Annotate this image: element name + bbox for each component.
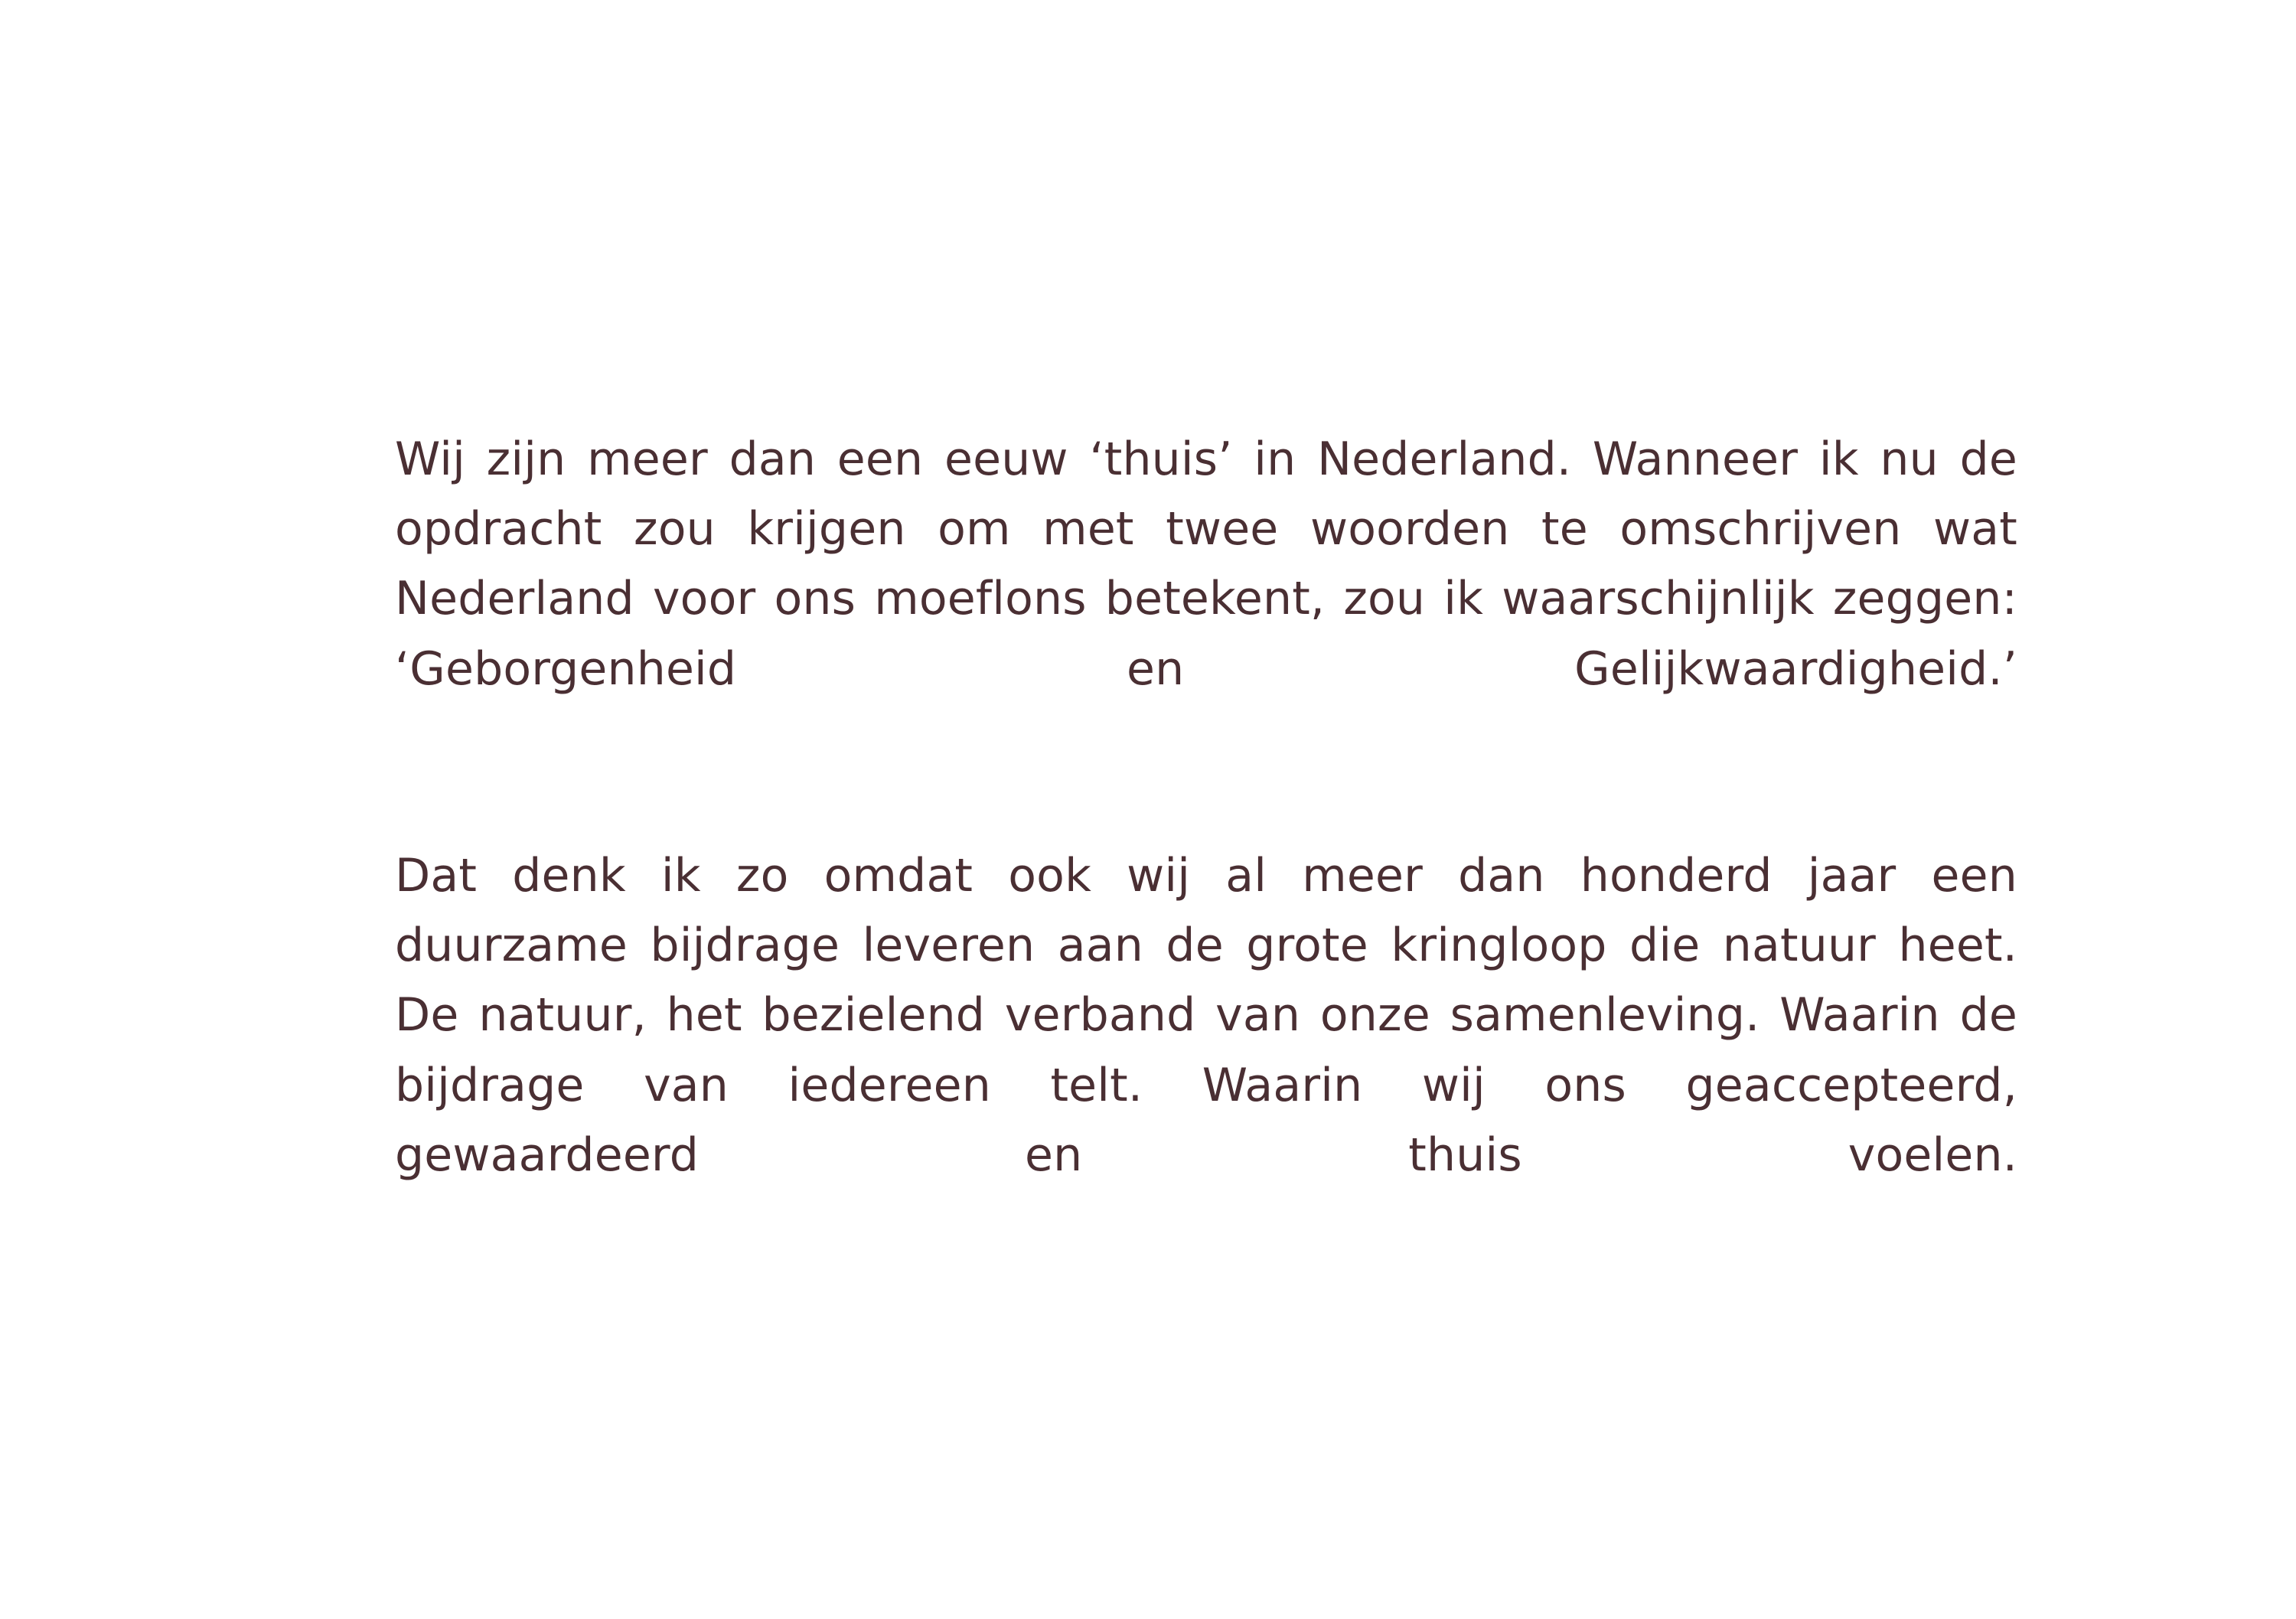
paragraph-2: Dat denk ik zo omdat ook wij al meer dan honderd jaar een duurzame bijdrage leveren aan de grote kringloop die natuur heet. De natuur, het bezielend verband van onze samenleving. Waarin de bijdrage van iedereen telt. Waarin wij ons geaccepteerd, gewaardeerd en thuis voelen. — [395, 848, 2017, 1182]
paragraph-1: Wij zijn meer dan een eeuw ‘thuis’ in Nederland. Wanneer ik nu de opdracht zou krijgen om met twee woorden te omschrijven wat Nederland voor ons moeflons betekent, zou ik waarschijnlijk zeggen: ‘Geborgenheid en Gelijkwaardigheid.’ — [395, 432, 2017, 696]
document-text-block — [395, 425, 2017, 1260]
